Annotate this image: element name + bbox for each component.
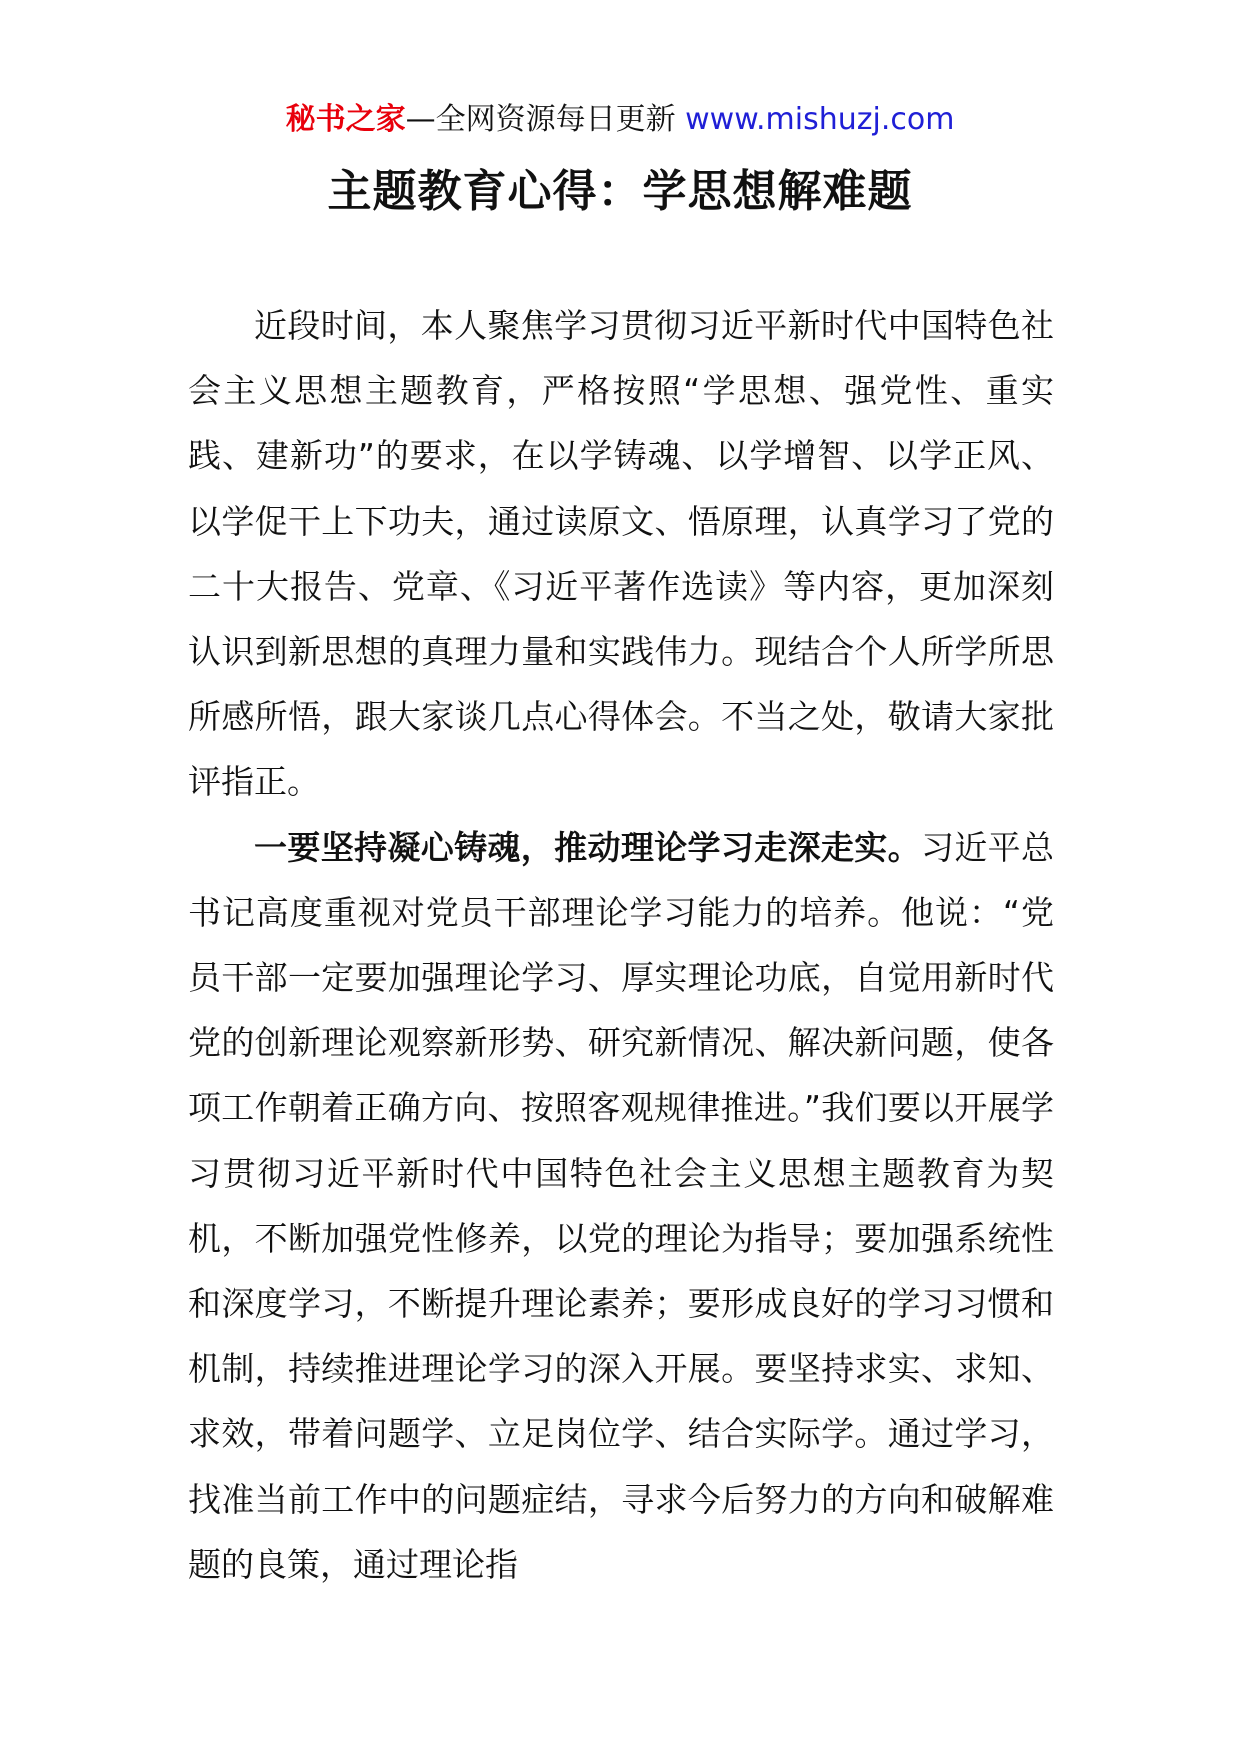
paragraph-text: 习近平总书记高度重视对党员干部理论学习能力的培养。他说：“党员干部一定要加强理论学习、厚实理论功底，自觉用新时代党的创新理论观察新形势、研究新情况、解决新问题，使各项工作朝着正确方向、按照客观规律推进。”我们要以开展学习贯彻习近平新时代中国特色社会主义思想主题教育为契机，不断加强党性修养，以党的理论为指导；要加强系统性和深度学习，不断提升理论素养；要形成良好的学习习惯和机制，持续推进理论学习的深入开展。要坚持求实、求知、求效，带着问题学、立足岗位学、结合实际学。通过学习，找准当前工作中的问题症结，寻求今后努力的方向和破解难题的良策，通过理论指 bbox=[188, 827, 1055, 1584]
paragraph-lead: 一要坚持凝心铸魂，推动理论学习走深走实。 bbox=[254, 827, 921, 867]
document-body bbox=[188, 293, 1054, 1597]
document-title: 主题教育心得：学思想解难题 bbox=[327, 166, 913, 217]
header-tagline: —全网资源每日更新 bbox=[405, 102, 686, 137]
paragraph-text: 近段时间，本人聚焦学习贯彻习近平新时代中国特色社会主义思想主题教育，严格按照“学思想、强党性、重实践、建新功”的要求，在以学铸魂、以学增智、以学正风、以学促干上下功夫，通过读原文、悟原理，认真学习了党的二十大报告、党章、《习近平著作选读》等内容，更加深刻认识到新思想的真理力量和实践伟力。现结合个人所学所思所感所悟，跟大家谈几点心得体会。不当之处，敬请大家批评指正。 bbox=[188, 306, 1054, 802]
site-header bbox=[0, 100, 1240, 140]
paragraph-point-one bbox=[188, 815, 1054, 1597]
brand-name: 秘书之家 bbox=[285, 102, 406, 137]
site-url-link[interactable]: www.mishuzj.com bbox=[685, 102, 955, 137]
paragraph-intro bbox=[188, 293, 1054, 815]
